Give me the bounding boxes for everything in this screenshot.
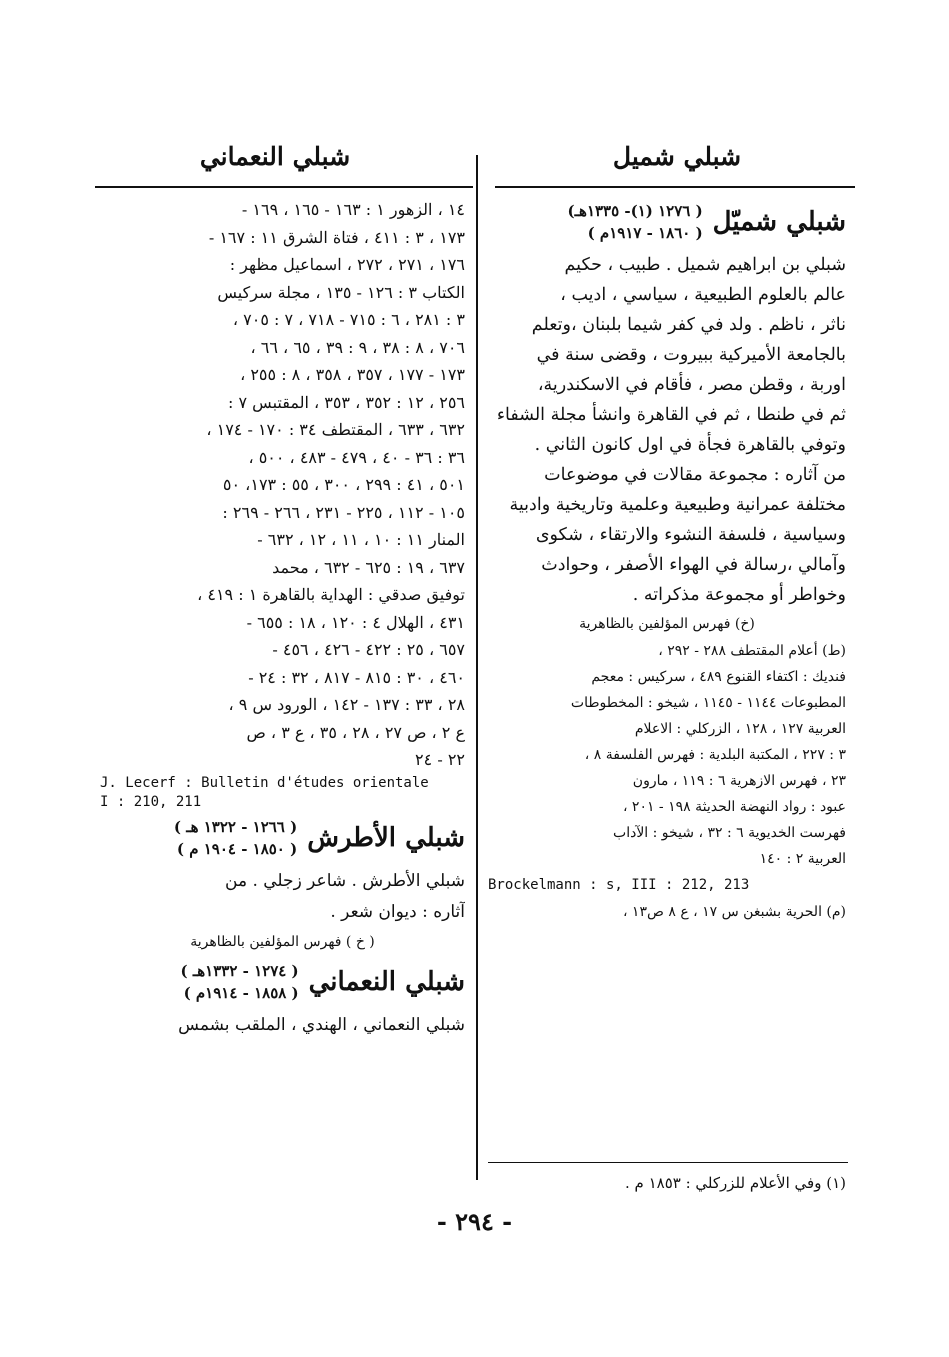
body-line: ثم في طنطا ، ثم في القاهرة وانشأ مجلة الشفاء bbox=[496, 405, 846, 425]
reference-line: العربية ٢ : ١٤٠ bbox=[759, 851, 846, 867]
reference-list bbox=[488, 638, 846, 872]
reference-line: (م) الحرية بشبغن س ١٧ ، ع ٨ ص١٣ ، bbox=[622, 904, 846, 920]
entry-body bbox=[100, 1010, 465, 1040]
right-column bbox=[488, 196, 846, 925]
body-line: ناثر ، ناظم . ولد في كفر شيما بلبنان ،وتعلم bbox=[531, 315, 846, 335]
latin-reference-line: I : 210, 211 bbox=[100, 793, 202, 810]
reference-line: ع ٢ ، ص ٢٧ ، ٢٨ ، ٣٥ ، ع ٣ ، ص bbox=[246, 722, 465, 742]
footnote-rule bbox=[488, 1162, 848, 1163]
body-line: اوربة ، وقطن مصر ، فأقام في الاسكندرية، bbox=[537, 375, 846, 395]
reference-line: ٢٣ ، فهرس الازهرية ٦ : ١١٩ ، مارون bbox=[632, 773, 846, 789]
body-line: بالجامعة الأميركية ببيروت ، وقضى سنة في bbox=[536, 345, 846, 365]
body-line: شبلي بن ابراهيم شميل . طبيب ، حكيم bbox=[564, 255, 846, 275]
page-number: - ٢٩٤ - bbox=[436, 1207, 513, 1236]
entry-dates bbox=[181, 960, 299, 1004]
running-header-right: شبلي شميل bbox=[612, 142, 742, 171]
reference-line: ١٧٦ ، ٢٧١ ، ٢٧٢ ، اسماعيل مظهر : bbox=[229, 255, 465, 274]
latin-reference-line: J. Lecerf : Bulletin d'études orientale bbox=[100, 774, 429, 791]
reference-line: ٤٣١ ، الهلال ٤ : ١٢٠ ، ١٨ : ٦٥٥ - bbox=[246, 612, 465, 632]
entry-dates bbox=[174, 816, 297, 860]
body-line: عالم بالعلوم الطبيعية ، سياسي ، اديب ، bbox=[560, 285, 846, 305]
reference-line: المطبوعات ١١٤٤ - ١١٤٥ ، شيخو : المخطوطات bbox=[570, 695, 846, 711]
latin-reference bbox=[100, 774, 465, 812]
reference-line: ٥٠١ ، ٤١ : ٢٩٩ ، ٣٠٠ ، ٥٥ : ١٧٣، ٥٠ bbox=[222, 475, 465, 494]
body-line: آثاره : ديوان شعر . bbox=[330, 901, 465, 922]
header-rule-right bbox=[495, 186, 855, 188]
dates-gregorian: ( ١٨٥٠ - ١٩٠٤ م ) bbox=[176, 839, 298, 858]
reference-line: فهرست الخديوية ٦ : ٣٢ ، شيخو : الآداب bbox=[613, 825, 846, 841]
reference-kh: (خ) فهرس المؤلفين بالظاهرية bbox=[579, 616, 755, 632]
dates-gregorian: ( ١٨٥٨ - ١٩١٤م ) bbox=[183, 983, 299, 1002]
reference-line: ٢٨ ، ٣٣ : ١٣٧ - ١٤٢ ، الورود س ٩ ، bbox=[228, 695, 465, 714]
reference-line: فنديك : اكتفاء القنوع ٤٨٩ ، سركيس : معجم bbox=[591, 669, 846, 685]
dates-hijri: ( ١٢٦٦ - ١٣٢٢ هـ ) bbox=[173, 817, 298, 836]
reference-kh: ( خ ) فهرس المؤلفين بالظاهرية bbox=[190, 933, 375, 950]
entry-body bbox=[488, 250, 846, 610]
reference-line: المنار ١١ : ١٠ ، ١١ ، ١٢ ، ٦٣٢ - bbox=[257, 530, 465, 549]
continued-references bbox=[100, 196, 465, 774]
reference-line: ٧٠٦ ، ٨ : ٣٨ ، ٩ : ٣٩ ، ٦٥ ، ٦٦ ، bbox=[250, 337, 465, 357]
reference-m bbox=[488, 899, 846, 925]
reference-line: ٢٥٦ ، ١٢ : ٣٥٢ ، ٣٥٣ ، المقتبس ٧ : bbox=[228, 392, 465, 412]
reference-line: ٢٢ - ٢٤ bbox=[415, 750, 465, 769]
reference-line: العربية ١٢٧ ، ١٢٨ ، الزركلي : الاعلام bbox=[634, 721, 846, 737]
entry-heading-shibli-al-atrash bbox=[100, 816, 465, 860]
body-line: مختلفة عمرانية وطبيعية وعلمية وتاريخية وادبية bbox=[509, 495, 846, 515]
left-column bbox=[100, 196, 465, 1040]
entry-body bbox=[100, 866, 465, 928]
reference-line: ٦٣٧ ، ١٩ : ٦٢٥ - ٦٣٢ ، محمد bbox=[272, 557, 465, 577]
footnote: (١) وفي الأعلام للزركلي : ١٨٥٣ م . bbox=[625, 1174, 846, 1192]
reference-line: ١٧٣ ، ٣ : ٤١١ ، فتاة الشرق ١١ : ١٦٧ - bbox=[208, 227, 465, 247]
dates-hijri: ( ١٢٧٦ (١)- ١٣٣٥هـ) bbox=[567, 202, 703, 220]
reference-line: ١٧٣ - ١٧٧ ، ٣٥٧ ، ٣٥٨ ، ٨ : ٢٥٥ ، bbox=[240, 365, 465, 384]
body-line: شبلي الأطرش . شاعر زجلي . من bbox=[225, 870, 465, 891]
column-divider bbox=[476, 155, 478, 1180]
entry-name: شبلي الأطرش bbox=[307, 822, 465, 853]
entry-dates bbox=[568, 200, 703, 244]
latin-reference: Brockelmann : s, III : 212, 213 bbox=[488, 877, 750, 893]
header-rule-left bbox=[95, 186, 473, 188]
reference-line: ٣ : ٢٨١ ، ٦ : ٧١٥ - ٧١٨ ، ٧ : ٧٠٥ ، bbox=[232, 310, 465, 329]
reference-line: ٦٥٧ ، ٢٥ : ٤٢٢ - ٤٢٦ ، ٤٥٦ - bbox=[272, 640, 465, 659]
dates-hijri: ( ١٢٧٤ - ١٣٣٢هـ ) bbox=[180, 961, 299, 980]
reference-line: ١٤ ، الزهور ١ : ١٦٣ - ١٦٥ ، ١٦٩ - bbox=[241, 200, 465, 219]
reference-line: توفيق صدقي : الهداية بالقاهرة ١ : ٤١٩ ، bbox=[197, 585, 465, 604]
entry-heading-shibli-numani bbox=[100, 960, 465, 1004]
reference-line: (ط) أعلام المقتطف ٢٨٨ - ٢٩٢ ، bbox=[658, 643, 846, 659]
reference-line: ١٠٥ - ١١٢ ، ٢٢٥ - ٢٣١ ، ٢٦٦ - ٢٦٩ : bbox=[222, 502, 465, 522]
reference-line: ٣٦ : ٣٦ - ٤٠ ، ٤٧٩ - ٤٨٣ ، ٥٠٠ ، bbox=[248, 447, 465, 467]
reference-line: ٤٦٠ ، ٣٠ : ٨١٥ - ٨١٧ ، ٣٢ : ٢٤ - bbox=[248, 667, 465, 687]
entry-name: شبلي النعماني bbox=[308, 966, 465, 997]
body-line: وآمالي ،رسالة في الهواء الأصفر ، وحوادث bbox=[541, 555, 846, 575]
entry-heading-shibli-shumayyil bbox=[488, 200, 846, 244]
entry-name: شبلي شميّل bbox=[712, 207, 846, 237]
dates-gregorian: ( ١٨٦٠ - ١٩١٧م ) bbox=[587, 224, 703, 242]
running-header-left: شبلي النعماني bbox=[199, 142, 351, 171]
body-line: وسياسية ، فلسفة النشوء والارتقاء ، شكوى bbox=[535, 525, 846, 545]
reference-line: عبود : رواد النهضة الحديثة ١٩٨ - ٢٠١ ، bbox=[622, 799, 846, 815]
body-line: وخواطر أو مجموعة مذكراته . bbox=[632, 585, 846, 605]
body-line: شبلي النعماني ، الهندي ، الملقب بشمس bbox=[178, 1014, 465, 1035]
reference-line: الكتاب ٣ : ١٢٦ - ١٣٥ ، مجلة سركيس bbox=[217, 282, 465, 302]
body-line: من آثاره : مجموعة مقالات في موضوعات bbox=[544, 465, 846, 485]
reference-line: ٣ : ٢٢٧ ، المكتبة البلدية : فهرس الفلسفة ٨ ، bbox=[584, 747, 846, 763]
body-line: وتوفي بالقاهرة فجأة في اول كانون الثاني . bbox=[534, 435, 846, 455]
reference-line: ٦٣٢ ، ٦٣٣ ، المقتطف ٣٤ : ١٧٠ - ١٧٤ ، bbox=[206, 420, 465, 439]
